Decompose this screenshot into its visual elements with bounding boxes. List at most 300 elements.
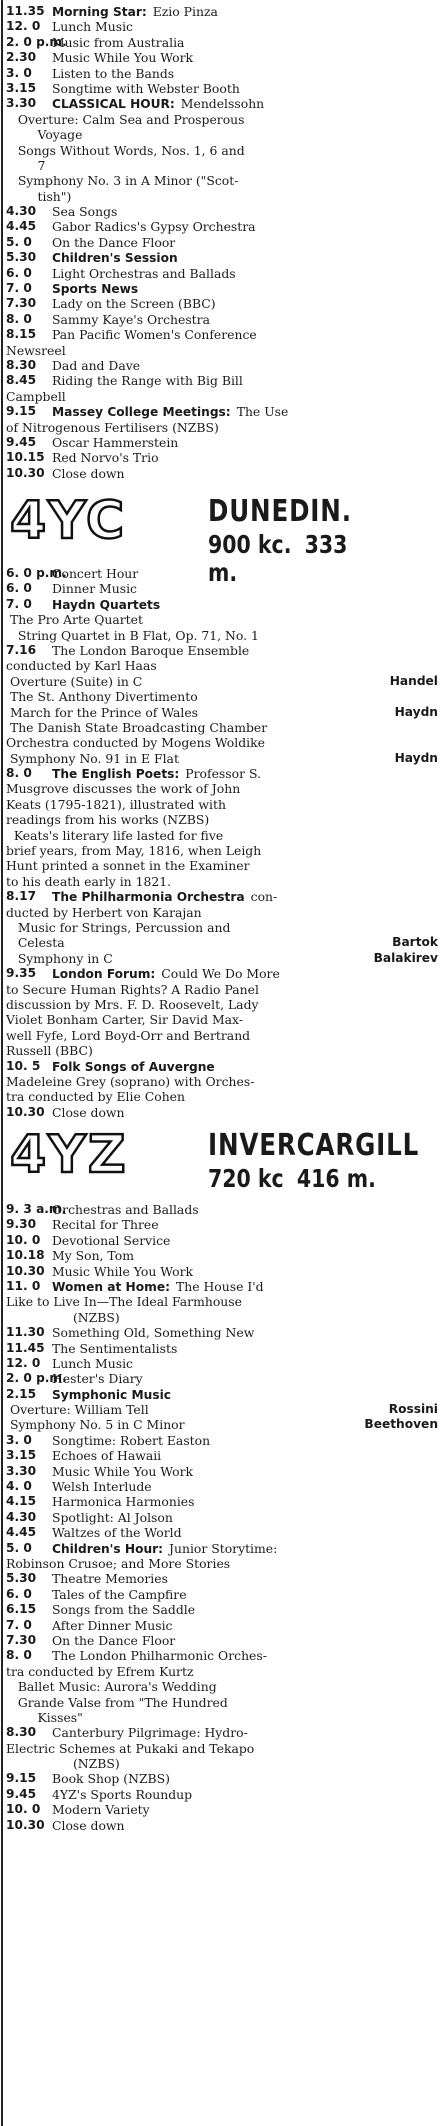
program-time: 8.30 [6, 1725, 37, 1740]
program-line [6, 1059, 438, 1074]
program-time: 2. 0 p.m. [6, 1371, 67, 1386]
program-description: On the Dance Floor [52, 234, 176, 250]
program-description: Keats's literary life lasted for five [6, 827, 224, 843]
program-text [52, 1279, 438, 1294]
program-line [6, 581, 438, 596]
program-description: Modern Variety [52, 1802, 150, 1818]
program-time: 7. 0 [6, 1617, 32, 1632]
program-text [52, 219, 438, 234]
program-description: tish") [6, 188, 72, 204]
program-description: Waltzes of the World [52, 1525, 182, 1541]
program-description: Echoes of Hawaii [52, 1448, 162, 1464]
program-line [6, 250, 438, 265]
program-line [6, 1710, 438, 1725]
program-line [6, 158, 438, 173]
program-description: Tales of the Campfire [52, 1586, 187, 1602]
program-time: 9. 3 a.m. [6, 1202, 67, 1216]
program-time: 4.45 [6, 219, 37, 234]
station-call-sign: 4YZ [10, 1125, 128, 1185]
program-text [52, 1510, 438, 1525]
program-line [6, 66, 438, 81]
program-title: Morning Star: [52, 5, 147, 19]
program-description: of Nitrogenous Fertilisers (NZBS) [6, 419, 219, 435]
program-text [52, 327, 438, 342]
program-time: 8.15 [6, 327, 37, 342]
program-text [52, 4, 438, 19]
program-description: Recital for Three [52, 1217, 159, 1233]
program-time: 8.17 [6, 889, 37, 904]
program-description: Lunch Music [52, 19, 133, 35]
program-line [6, 1217, 438, 1232]
program-description: 7 [6, 157, 46, 173]
program-line [6, 1028, 438, 1043]
program-text [52, 204, 438, 219]
program-description: Close down [52, 1817, 125, 1833]
program-text [52, 358, 438, 373]
program-time: 4.45 [6, 1525, 37, 1540]
program-text [6, 628, 438, 643]
program-text [6, 189, 438, 204]
program-text [6, 935, 438, 950]
program-text [6, 720, 438, 735]
station-metres: 416 m. [296, 1164, 376, 1193]
program-line [6, 1105, 438, 1120]
program-text [52, 1494, 438, 1509]
program-description: Harmonica Harmonies [52, 1494, 195, 1510]
program-text [52, 1818, 438, 1833]
program-line [6, 1310, 438, 1325]
program-text [52, 1787, 438, 1802]
program-description: Book Shop (NZBS) [52, 1771, 170, 1787]
program-description: Grande Valse from "The Hundred [6, 1694, 228, 1710]
program-line [6, 235, 438, 250]
program-line [6, 1756, 438, 1771]
program-description: Music for Strings, Percussion and [6, 919, 231, 935]
program-text [6, 982, 438, 997]
program-time: 6.15 [6, 1602, 37, 1617]
program-text [6, 905, 438, 920]
station-kc: 900 kc. [208, 530, 292, 559]
program-text [6, 1012, 438, 1027]
program-line [6, 343, 438, 358]
program-time: 8.45 [6, 373, 37, 388]
program-line [6, 674, 438, 689]
program-line [6, 1818, 438, 1833]
program-text [52, 1356, 438, 1371]
program-line [6, 628, 438, 643]
program-line [6, 1648, 438, 1663]
program-line [6, 358, 438, 373]
program-line [6, 389, 438, 404]
program-text [52, 566, 438, 581]
program-description: Violet Bonham Carter, Sir David Max- [6, 1012, 244, 1028]
program-text [6, 143, 438, 158]
program-line [6, 81, 438, 96]
program-description: Orchestra conducted by Mogens Woldike [6, 735, 265, 751]
program-title: Children's Session [52, 251, 178, 266]
program-description: The Sentimentalists [52, 1340, 178, 1356]
program-line [6, 1356, 438, 1371]
program-description: Music from Australia [52, 34, 185, 50]
program-line [6, 450, 438, 465]
program-line [6, 420, 438, 435]
program-line [6, 874, 438, 889]
program-time: 10.18 [6, 1248, 45, 1263]
program-line [6, 1279, 438, 1294]
program-line [6, 1043, 438, 1058]
program-text [52, 1233, 438, 1248]
program-line [6, 143, 438, 158]
program-description: Overture: William Tell [6, 1402, 149, 1418]
program-description: Riding the Range with Big Bill [52, 373, 243, 389]
program-line [6, 1371, 438, 1386]
program-time: 5.30 [6, 250, 37, 265]
program-description: Lunch Music [52, 1355, 133, 1371]
program-description: Close down [52, 465, 125, 481]
program-text [52, 250, 438, 265]
program-time: 7.30 [6, 296, 37, 311]
program-description: Musgrove discusses the work of John [6, 781, 241, 797]
program-description: Pan Pacific Women's Conference [52, 327, 257, 343]
program-description: Electric Schemes at Pukaki and Tekapo [6, 1740, 255, 1756]
program-time: 4.30 [6, 1509, 37, 1524]
program-line [6, 751, 438, 766]
program-text [52, 597, 438, 612]
program-text [6, 874, 438, 889]
program-text [6, 658, 438, 673]
program-line [6, 566, 438, 581]
program-text [52, 373, 438, 388]
program-line [6, 19, 438, 34]
program-text [52, 966, 438, 981]
program-time: 5.30 [6, 1571, 37, 1586]
program-time: 9.30 [6, 1217, 37, 1232]
program-text [52, 766, 438, 781]
program-description: conducted by Karl Haas [6, 658, 157, 674]
program-description: readings from his works (NZBS) [6, 812, 210, 828]
program-time: 8.30 [6, 357, 37, 372]
program-description: Hester's Diary [52, 1371, 143, 1387]
program-description: Professor S. [185, 766, 261, 782]
program-description: Spotlight: Al Jolson [52, 1509, 173, 1525]
composer-name: Rossini [388, 1402, 438, 1417]
program-time: 12. 0 [6, 1355, 41, 1370]
program-text [52, 1587, 438, 1602]
program-text [52, 296, 438, 311]
program-text [52, 50, 438, 65]
program-text [52, 1341, 438, 1356]
program-text [52, 1202, 438, 1217]
program-description: Songs from the Saddle [52, 1602, 196, 1618]
program-text [6, 781, 438, 796]
program-line [6, 96, 438, 111]
program-time: 3.30 [6, 1463, 37, 1478]
program-description: Newsreel [6, 342, 66, 358]
program-line [6, 1679, 438, 1694]
program-description: tra conducted by Efrem Kurtz [6, 1663, 194, 1679]
program-description: Overture (Suite) in C [6, 673, 143, 689]
station-call-sign: 4YC [10, 491, 127, 551]
program-text [6, 1664, 438, 1679]
program-time: 3.30 [6, 96, 37, 111]
program-time: 7.30 [6, 1632, 37, 1647]
program-time: 3. 0 [6, 65, 32, 80]
program-line [6, 720, 438, 735]
program-description: Russell (BBC) [6, 1043, 93, 1059]
program-text [6, 1756, 438, 1771]
program-text [52, 1802, 438, 1817]
program-text [52, 281, 438, 296]
station-4ya-listing [6, 4, 438, 481]
program-line [6, 1464, 438, 1479]
program-line [6, 312, 438, 327]
program-line [6, 204, 438, 219]
program-text [52, 1464, 438, 1479]
program-text [6, 1741, 438, 1756]
program-text [6, 112, 438, 127]
program-text [6, 612, 438, 627]
program-text [6, 689, 438, 704]
program-description: Ezio Pinza [152, 4, 218, 19]
program-line [6, 435, 438, 450]
program-time: 4.15 [6, 1494, 37, 1509]
program-line [6, 643, 438, 658]
program-time: 3.15 [6, 1448, 37, 1463]
program-title: Massey College Meetings: [52, 405, 231, 420]
program-line [6, 935, 438, 950]
program-text [6, 1074, 438, 1089]
program-line [6, 1202, 438, 1217]
program-text [52, 1325, 438, 1340]
program-text [52, 1217, 438, 1232]
program-text [52, 1248, 438, 1263]
station-city: DUNEDIN. [208, 494, 352, 529]
program-time: 9.15 [6, 404, 37, 419]
program-time: 3.15 [6, 80, 37, 95]
program-description: Junior Storytime: [169, 1540, 278, 1556]
program-description: The Danish State Broadcasting Chamber [6, 719, 268, 735]
program-line [6, 189, 438, 204]
program-line [6, 1341, 438, 1356]
program-text [6, 920, 438, 935]
composer-name: Beethoven [364, 1417, 438, 1432]
program-text [6, 735, 438, 750]
program-text [52, 1771, 438, 1786]
program-description: to Secure Human Rights? A Radio Panel [6, 981, 259, 997]
program-description: Light Orchestras and Ballads [52, 265, 236, 281]
program-description: Dinner Music [52, 581, 137, 597]
program-line [6, 889, 438, 904]
program-text [52, 1618, 438, 1633]
program-time: 11. 0 [6, 1278, 41, 1293]
program-description: Keats (1795-1821), illustrated with [6, 796, 226, 812]
program-line [6, 1525, 438, 1540]
program-description: Symphony No. 3 in A Minor ("Scot- [6, 173, 239, 189]
program-description: ducted by Herbert von Karajan [6, 904, 202, 920]
program-description: Kisses" [6, 1709, 83, 1725]
program-text [52, 1602, 438, 1617]
program-description: Hunt printed a sonnet in the Examiner [6, 858, 250, 874]
program-description: Robinson Crusoe; and More Stories [6, 1555, 231, 1571]
program-line [6, 1325, 438, 1340]
program-text [52, 1525, 438, 1540]
program-text [6, 1028, 438, 1043]
program-description: Orchestras and Ballads [52, 1202, 199, 1217]
program-time: 9.45 [6, 434, 37, 449]
program-description: Mendelssohn [180, 96, 265, 112]
program-line [6, 905, 438, 920]
program-line [6, 173, 438, 188]
program-text [6, 797, 438, 812]
program-title: Sports News [52, 282, 139, 297]
program-description: Music While You Work [52, 1263, 194, 1279]
program-description: Symphony in C [6, 950, 113, 966]
program-line [6, 112, 438, 127]
program-line [6, 1633, 438, 1648]
program-description: Madeleine Grey (soprano) with Orches- [6, 1073, 255, 1089]
program-line [6, 1248, 438, 1263]
program-text [52, 66, 438, 81]
program-line [6, 843, 438, 858]
program-description: After Dinner Music [52, 1617, 173, 1633]
program-text [52, 235, 438, 250]
program-line [6, 1787, 438, 1802]
program-title: Symphonic Music [52, 1387, 171, 1402]
program-line [6, 1402, 438, 1417]
program-description: Canterbury Pilgrimage: Hydro- [52, 1725, 248, 1741]
program-text [52, 1059, 438, 1074]
program-description: Lady on the Screen (BBC) [52, 296, 216, 312]
station-city: INVERCARGILL [208, 1128, 420, 1163]
program-description: Concert Hour [52, 566, 139, 581]
program-line [6, 373, 438, 388]
program-description: The London Baroque Ensemble [52, 642, 250, 658]
program-text [6, 705, 438, 720]
program-time: 10.30 [6, 1104, 45, 1119]
program-line [6, 828, 438, 843]
program-text [52, 35, 438, 50]
program-text [52, 1264, 438, 1279]
program-time: 10. 0 [6, 1232, 41, 1247]
program-line [6, 1479, 438, 1494]
program-description: Voyage [6, 127, 83, 143]
program-description: Theatre Memories [52, 1571, 168, 1587]
composer-name: Haydn [394, 750, 438, 765]
program-description: Listen to the Bands [52, 65, 175, 81]
program-title: The English Poets: [52, 767, 180, 782]
program-time: 7. 0 [6, 596, 32, 611]
program-line [6, 689, 438, 704]
program-title: Children's Hour: [52, 1541, 164, 1556]
program-text [6, 1043, 438, 1058]
program-text [52, 581, 438, 596]
program-text [52, 19, 438, 34]
station-frequency [208, 1165, 389, 1193]
program-text [6, 1679, 438, 1694]
program-description: Music While You Work [52, 50, 194, 66]
program-time: 4.30 [6, 204, 37, 219]
program-description: Symphony No. 91 in E Flat [6, 750, 179, 766]
program-time: 7.16 [6, 642, 37, 657]
program-description: Songs Without Words, Nos. 1, 6 and [6, 142, 245, 158]
program-line [6, 1510, 438, 1525]
program-line [6, 1556, 438, 1571]
program-description: Campbell [6, 388, 66, 404]
station-4yc-listing [6, 566, 438, 1120]
program-text [52, 1725, 438, 1740]
program-line [6, 1433, 438, 1448]
program-text [52, 1571, 438, 1586]
program-line [6, 1233, 438, 1248]
program-line [6, 1417, 438, 1432]
program-line [6, 966, 438, 981]
program-line [6, 705, 438, 720]
program-title: Women at Home: [52, 1279, 170, 1294]
program-line [6, 1771, 438, 1786]
program-description: Sammy Kaye's Orchestra [52, 311, 210, 327]
program-text [52, 643, 438, 658]
program-time: 8. 0 [6, 766, 32, 781]
program-time: 10. 0 [6, 1802, 41, 1817]
program-line [6, 35, 438, 50]
program-time: 2.30 [6, 50, 37, 65]
program-time: 11.35 [6, 4, 45, 18]
program-description: March for the Prince of Wales [6, 704, 199, 720]
program-time: 2. 0 p.m. [6, 34, 67, 49]
program-text [6, 1402, 438, 1417]
program-text [6, 1710, 438, 1725]
program-description: discussion by Mrs. F. D. Roosevelt, Lady [6, 996, 259, 1012]
station-kc: 720 kc [208, 1164, 284, 1193]
program-text [6, 674, 438, 689]
program-time: 10.30 [6, 465, 45, 480]
program-title: CLASSICAL HOUR: [52, 97, 175, 112]
program-text [6, 1089, 438, 1104]
program-text [6, 158, 438, 173]
program-line [6, 766, 438, 781]
program-description: Sea Songs [52, 204, 118, 220]
program-line [6, 1602, 438, 1617]
program-text [52, 1648, 438, 1663]
program-description: The St. Anthony Divertimento [6, 689, 198, 705]
program-text [6, 127, 438, 142]
program-line [6, 404, 438, 419]
program-time: 11.30 [6, 1325, 45, 1340]
program-description: Dad and Dave [52, 357, 141, 373]
program-line [6, 266, 438, 281]
program-description: Ballet Music: Aurora's Wedding [6, 1679, 217, 1695]
composer-name: Bartok [392, 935, 438, 950]
program-description: Oscar Hammerstein [52, 434, 179, 450]
composer-name: Handel [389, 673, 438, 688]
program-description: (NZBS) [6, 1756, 120, 1772]
program-text [6, 858, 438, 873]
program-line [6, 281, 438, 296]
program-description: Songtime with Webster Booth [52, 80, 240, 96]
program-title: Folk Songs of Auvergne [52, 1059, 215, 1074]
program-time: 8. 0 [6, 1648, 32, 1663]
program-line [6, 1089, 438, 1104]
program-time: 7. 0 [6, 281, 32, 296]
program-time: 5. 0 [6, 1540, 32, 1555]
program-description: to his death early in 1821. [6, 873, 172, 889]
program-text [52, 466, 438, 481]
program-line [6, 951, 438, 966]
program-description: brief years, from May, 1816, when Leigh [6, 843, 262, 859]
program-line [6, 858, 438, 873]
program-line [6, 982, 438, 997]
program-text [52, 1105, 438, 1120]
